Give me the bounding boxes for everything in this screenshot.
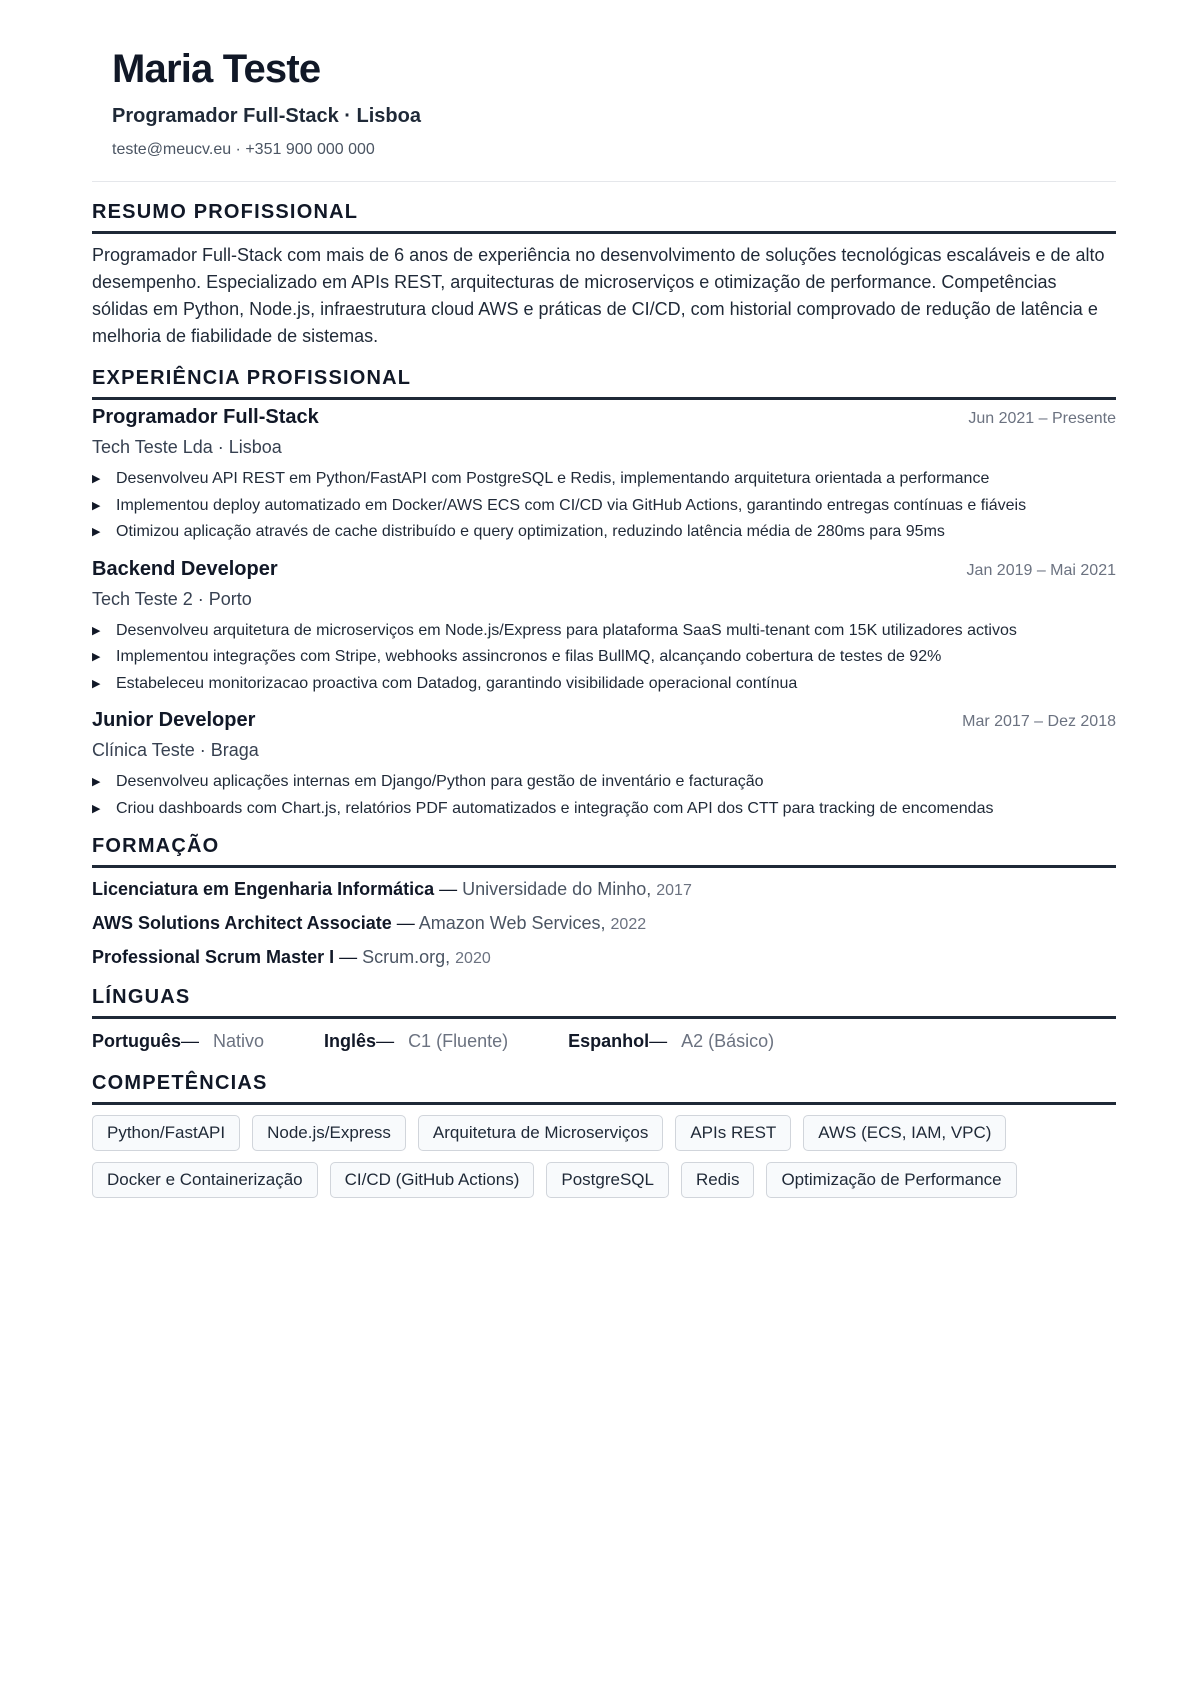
skills-section bbox=[92, 1069, 1116, 1209]
skill-chip: PostgreSQL bbox=[546, 1162, 669, 1198]
language-list bbox=[92, 1027, 1116, 1055]
language-item bbox=[568, 1027, 774, 1055]
language-level: C1 (Fluente) bbox=[408, 1031, 509, 1051]
education-section bbox=[92, 832, 1116, 975]
job-role: Junior Developer bbox=[92, 709, 256, 731]
language-level: A2 (Básico) bbox=[681, 1031, 775, 1051]
experience-section bbox=[92, 364, 1116, 822]
job-bullet-text: Implementou deploy automatizado em Docker/AWS ECS com CI/CD via GitHub Actions, garantindo entregas contínuas e fiáveis bbox=[116, 496, 1027, 514]
education-year: 2020 bbox=[455, 950, 491, 967]
job-bullet bbox=[92, 519, 1116, 546]
job-header bbox=[92, 558, 1116, 586]
education-separator: — bbox=[434, 879, 463, 899]
bullet-arrow-icon: ▶ bbox=[92, 473, 101, 485]
job-entry bbox=[92, 558, 1116, 698]
education-year: 2022 bbox=[610, 916, 647, 933]
job-bullet bbox=[92, 618, 1116, 645]
summary-text: Programador Full-Stack com mais de 6 anos de experiência no desenvolvimento de soluções tecnológicas escaláveis e de alto desempenho. Especializado em APIs REST, arquitecturas de microserviços e otimização de performance. Competências sólidas em Python, Node.js, infraestrutura cloud AWS e práticas de CI/CD, com historial comprovado de redução de latência e melhoria de fiabilidade de sistemas. bbox=[92, 245, 1105, 346]
language-name: Inglês bbox=[324, 1031, 377, 1051]
bullet-arrow-icon: ▶ bbox=[92, 526, 101, 538]
skill-chip: Optimização de Performance bbox=[766, 1162, 1016, 1198]
job-bullet bbox=[92, 796, 1116, 823]
job-role: Programador Full-Stack bbox=[92, 406, 319, 428]
job-bullet-text: Desenvolveu API REST em Python/FastAPI com PostgreSQL e Redis, implementando arquitetura orientada a performance bbox=[116, 470, 990, 487]
job-company: Tech Teste 2 · Porto bbox=[92, 588, 252, 609]
job-bullet-text: Desenvolveu aplicações internas em Django/Python para gestão de inventário e facturação bbox=[116, 773, 764, 790]
education-list bbox=[92, 873, 1116, 975]
skill-chip: Node.js/Express bbox=[252, 1115, 406, 1151]
resume-content bbox=[92, 0, 1116, 1209]
skill-chip: Docker e Containerização bbox=[92, 1162, 318, 1198]
job-bullet bbox=[92, 644, 1116, 671]
skill-chip: Python/FastAPI bbox=[92, 1115, 240, 1151]
job-header bbox=[92, 406, 1116, 434]
job-company: Tech Teste Lda · Lisboa bbox=[92, 437, 282, 457]
language-separator: — bbox=[649, 1031, 668, 1051]
candidate-name: Maria Teste bbox=[112, 47, 321, 91]
job-bullet-text: Otimizou aplicação através de cache distribuído e query optimization, reduzindo latência média de 280ms para 95ms bbox=[116, 523, 945, 540]
bullet-arrow-icon: ▶ bbox=[92, 651, 101, 663]
job-dates: Jan 2019 – Mai 2021 bbox=[966, 561, 1116, 579]
language-name: Português bbox=[92, 1031, 182, 1051]
skills-title: COMPETÊNCIAS bbox=[92, 1069, 1116, 1105]
candidate-headline: Programador Full-Stack · Lisboa bbox=[112, 105, 421, 127]
experience-title: EXPERIÊNCIA PROFISSIONAL bbox=[92, 364, 1116, 400]
job-bullet-list bbox=[92, 769, 1116, 822]
job-header bbox=[92, 709, 1116, 737]
language-item bbox=[324, 1027, 508, 1055]
job-bullet-text: Estabeleceu monitorizacao proactiva com Datadog, garantindo visibilidade operacional contínua bbox=[116, 674, 798, 692]
education-separator: — bbox=[334, 947, 363, 967]
summary-section bbox=[92, 198, 1116, 350]
education-item bbox=[92, 873, 1116, 907]
job-dates: Mar 2017 – Dez 2018 bbox=[962, 713, 1116, 730]
contact-info: teste@meucv.eu · +351 900 000 000 bbox=[112, 141, 375, 158]
summary-title: RESUMO PROFISSIONAL bbox=[92, 198, 1116, 234]
skill-chip-list bbox=[92, 1115, 1116, 1209]
job-bullet-text: Implementou integrações com Stripe, webhooks assincronos e filas BullMQ, alcançando cobertura de testes de 92% bbox=[116, 648, 942, 665]
language-separator: — bbox=[376, 1031, 395, 1051]
education-title: FORMAÇÃO bbox=[92, 832, 1116, 868]
education-separator: — bbox=[391, 913, 419, 933]
job-bullet-text: Desenvolveu arquitetura de microserviços em Node.js/Express para plataforma SaaS multi-tenant com 15K utilizadores activos bbox=[116, 621, 1017, 639]
education-institution: Scrum.org, bbox=[362, 947, 451, 967]
language-item bbox=[92, 1027, 264, 1055]
job-bullet bbox=[92, 671, 1116, 698]
job-bullet-list bbox=[92, 618, 1116, 698]
job-bullet bbox=[92, 769, 1116, 796]
job-dates: Jun 2021 – Presente bbox=[968, 410, 1116, 427]
education-item bbox=[92, 907, 1116, 941]
education-degree: AWS Solutions Architect Associate bbox=[92, 913, 392, 933]
language-level: Nativo bbox=[213, 1031, 265, 1051]
education-institution: Universidade do Minho, bbox=[462, 879, 652, 899]
education-degree: Licenciatura em Engenharia Informática bbox=[92, 879, 435, 899]
skill-chip: APIs REST bbox=[675, 1115, 791, 1151]
resume-header bbox=[92, 0, 1116, 182]
job-role: Backend Developer bbox=[92, 557, 278, 580]
job-bullet-text: Criou dashboards com Chart.js, relatórios PDF automatizados e integração com API dos CTT para tracking de encomendas bbox=[116, 799, 994, 817]
job-bullet-list bbox=[92, 466, 1116, 546]
education-institution: Amazon Web Services, bbox=[418, 913, 606, 933]
job-entry bbox=[92, 709, 1116, 822]
skill-chip: CI/CD (GitHub Actions) bbox=[330, 1162, 535, 1198]
bullet-arrow-icon: ▶ bbox=[92, 802, 101, 815]
language-name: Espanhol bbox=[568, 1031, 650, 1051]
bullet-arrow-icon: ▶ bbox=[92, 499, 101, 512]
job-entry bbox=[92, 406, 1116, 546]
language-separator: — bbox=[181, 1031, 200, 1051]
bullet-arrow-icon: ▶ bbox=[92, 776, 101, 788]
education-year: 2017 bbox=[656, 882, 692, 899]
skill-chip: Arquitetura de Microserviços bbox=[418, 1115, 663, 1151]
languages-title: LÍNGUAS bbox=[92, 983, 1116, 1019]
languages-section bbox=[92, 983, 1116, 1055]
skill-chip: Redis bbox=[681, 1162, 754, 1198]
job-bullet bbox=[92, 466, 1116, 493]
job-list bbox=[92, 406, 1116, 822]
bullet-arrow-icon: ▶ bbox=[92, 624, 101, 637]
bullet-arrow-icon: ▶ bbox=[92, 677, 101, 690]
education-item bbox=[92, 941, 1116, 975]
job-company: Clínica Teste · Braga bbox=[92, 740, 259, 760]
job-bullet bbox=[92, 493, 1116, 520]
skill-chip: AWS (ECS, IAM, VPC) bbox=[803, 1115, 1006, 1151]
education-degree: Professional Scrum Master I bbox=[92, 947, 335, 967]
